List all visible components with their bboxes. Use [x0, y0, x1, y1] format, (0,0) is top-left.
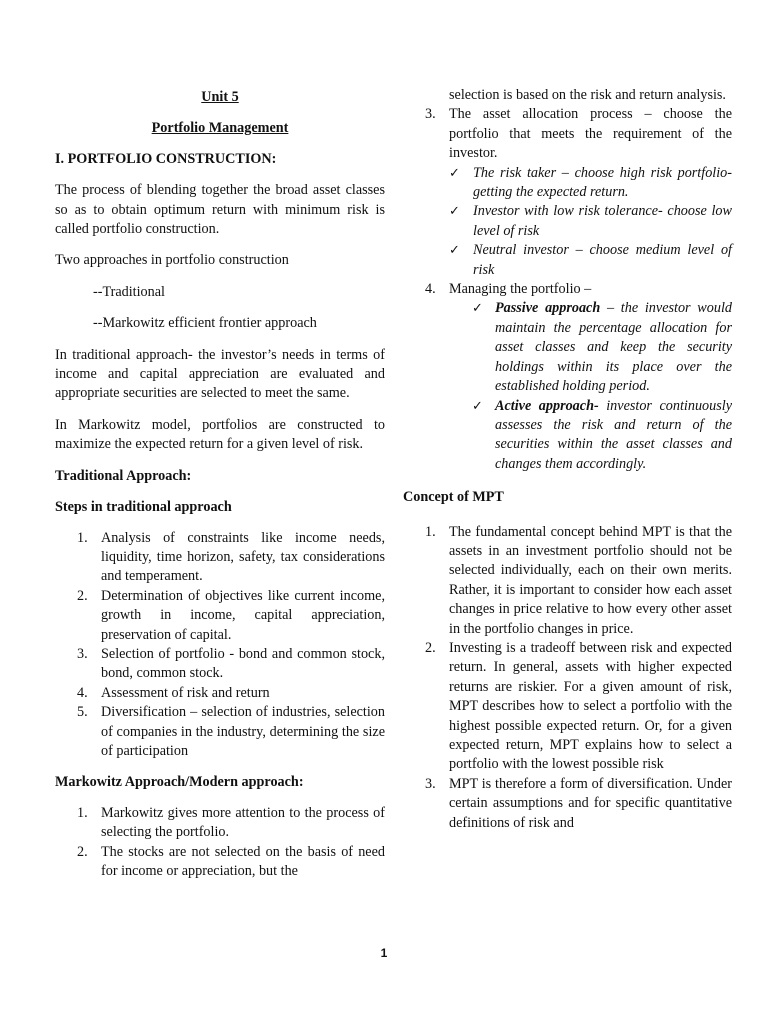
list-text: The fundamental concept behind MPT is that the assets in an investment portfolio should not be selected individually, each on their own merits. Rather, it is important to consider how each asset changes in price relative to how every other asset in the portfolio changes in price. — [449, 523, 732, 637]
passive-text: – the investor would maintain the percentage allocation for asset classes and keep the security holdings within its place over the established holding period. — [495, 300, 732, 395]
markowitz-list — [55, 804, 385, 882]
continued-text: selection is based on the risk and return analysis. — [449, 87, 726, 103]
list-number: 5. — [77, 704, 88, 721]
page-number: 1 — [380, 946, 388, 960]
risk-profile-list — [449, 164, 732, 280]
steps-heading: Steps in traditional approach — [55, 499, 232, 516]
check-icon: ✓ — [449, 204, 460, 220]
list-number: 1. — [77, 529, 88, 546]
approaches-intro: Two approaches in portfolio construction — [55, 252, 289, 269]
check-text: Neutral investor – choose medium level of risk — [473, 242, 732, 278]
list-text: Determination of objectives like current income, growth in income, capital appreciation, preservation of capital. — [101, 587, 385, 643]
check-text: The risk taker – choose high risk portfolio- getting the expected return. — [473, 164, 732, 201]
active-text: investor continuously assesses the risk and return of the securities within the asset classes and changes them accordingly. — [495, 397, 732, 472]
continued-list — [403, 86, 732, 474]
intro-paragraph: The process of blending together the broad asset classes so as to obtain optimum return with minimum risk is called portfolio construction. — [55, 182, 385, 238]
list-number: 1. — [425, 523, 436, 540]
list-text: The asset allocation process – choose the portfolio that meets the requirement of the investor. — [449, 106, 732, 162]
check-icon: ✓ — [449, 243, 460, 259]
list-text: Assessment of risk and return — [101, 684, 270, 701]
check-icon: ✓ — [449, 165, 460, 181]
list-item-continued — [403, 86, 732, 105]
active-label: Active approach- — [495, 397, 599, 414]
markowitz-paragraph: In Markowitz model, portfolios are constructed to maximize the expected return for a given level of risk. — [55, 416, 385, 453]
list-text: Selection of portfolio - bond and common stock, bond, common stock. — [101, 645, 385, 682]
list-text: The stocks are not selected on the basis of need for income or appreciation, but the — [101, 843, 385, 879]
list-text: Investing is a tradeoff between risk and expected return. In general, assets with higher expected returns are riskier. For a given amount of risk, MPT describes how to select a portfolio with the highest possible expected return. Or, for a given expected return, MPT explains how to select a portfolio with the lowest possible risk — [449, 639, 732, 773]
unit-title: Unit 5 — [201, 89, 239, 105]
list-item — [55, 843, 385, 882]
check-item — [449, 164, 732, 203]
list-text: Analysis of constraints like income needs, liquidity, time horizon, safety, tax considerations and temperament. — [101, 529, 385, 585]
steps-list — [55, 529, 385, 762]
list-number: 3. — [77, 645, 88, 662]
markowitz-heading: Markowitz Approach/Modern approach: — [55, 774, 304, 791]
list-item — [55, 645, 385, 684]
check-text: Investor with low risk tolerance- choose low level of risk — [473, 203, 732, 239]
check-item — [449, 299, 732, 396]
check-icon: ✓ — [472, 398, 483, 414]
list-number: 4. — [425, 281, 436, 298]
list-text: Markowitz gives more attention to the process of selecting the portfolio. — [101, 804, 385, 841]
subject-title: Portfolio Management — [151, 120, 289, 137]
list-number: 2. — [425, 639, 436, 656]
list-item — [403, 280, 732, 474]
management-approach-list — [449, 299, 732, 474]
list-number: 1. — [77, 804, 88, 821]
passive-label: Passive approach — [495, 300, 601, 317]
traditional-heading: Traditional Approach: — [55, 467, 192, 484]
list-text: Managing the portfolio – — [449, 281, 592, 298]
check-item — [449, 241, 732, 280]
list-item — [55, 703, 385, 761]
list-item — [55, 684, 385, 703]
list-item — [403, 105, 732, 280]
check-icon: ✓ — [472, 301, 483, 317]
list-item — [55, 804, 385, 843]
traditional-paragraph: In traditional approach- the investor’s needs in terms of income and capital appreciation are evaluated and appropriate securities are selected to meet the same. — [55, 346, 385, 402]
mpt-heading: Concept of MPT — [403, 489, 504, 506]
list-item — [55, 529, 385, 587]
left-column — [55, 86, 385, 881]
check-item — [449, 202, 732, 241]
check-item — [449, 397, 732, 475]
section-heading: I. PORTFOLIO CONSTRUCTION: — [55, 150, 277, 167]
approach-markowitz: --Markowitz efficient frontier approach — [93, 315, 317, 332]
right-column — [403, 86, 732, 833]
list-item — [403, 775, 732, 833]
approach-traditional: --Traditional — [93, 283, 165, 300]
list-number: 3. — [425, 775, 436, 792]
list-number: 3. — [425, 106, 436, 123]
list-number: 2. — [77, 587, 88, 604]
list-number: 4. — [77, 684, 88, 701]
list-text: MPT is therefore a form of diversification. Under certain assumptions and for specific quantitative definitions of risk and — [449, 775, 732, 831]
list-item — [403, 523, 732, 639]
list-number: 2. — [77, 843, 88, 860]
list-text: Diversification – selection of industries, selection of companies in the industry, determining the size of participation — [101, 704, 385, 759]
list-item — [403, 639, 732, 775]
list-item — [55, 587, 385, 645]
mpt-list — [403, 523, 732, 834]
